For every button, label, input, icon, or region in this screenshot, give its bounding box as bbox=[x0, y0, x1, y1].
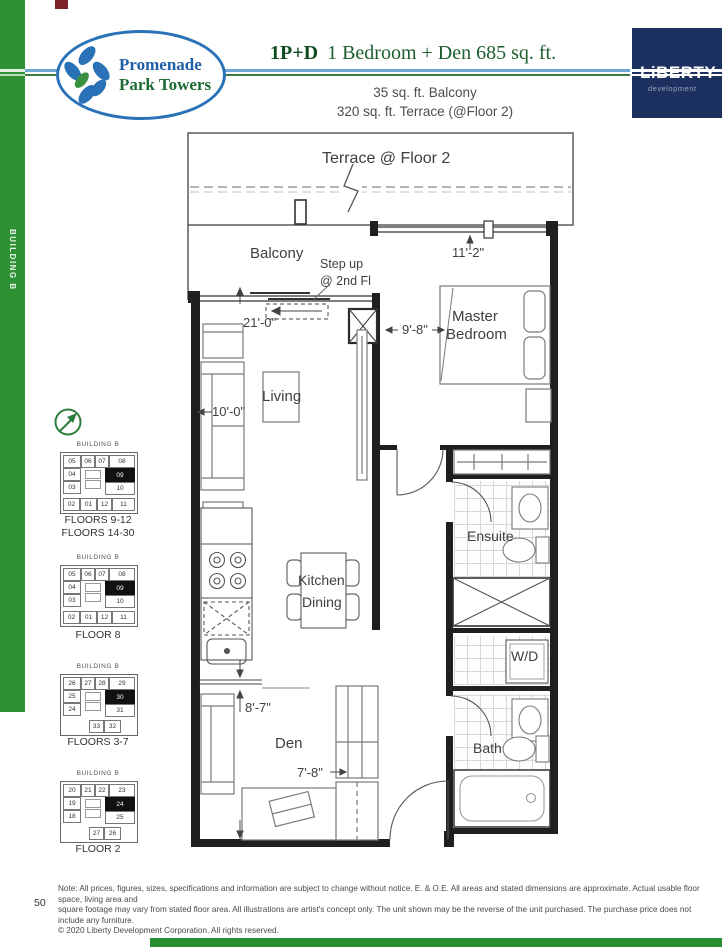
keyplan4-plate bbox=[60, 781, 138, 843]
keyplan-unit: 19 bbox=[63, 797, 81, 810]
logo-line2: Park Towers bbox=[119, 75, 212, 94]
terrace-area-line: 320 sq. ft. Terrace (@Floor 2) bbox=[336, 104, 514, 119]
keyplan-unit: 22 bbox=[95, 784, 109, 797]
disclaimer-line2: square footage may vary from stated floor area. All illustrations are artist's concept only. The unit shown may be the reverse of the unit purchased. The purchase price does not include any furniture. bbox=[58, 905, 692, 925]
keyplan4-building-label: BUILDING B bbox=[76, 770, 120, 777]
dim-den-width: 8'-7" bbox=[245, 700, 271, 715]
page-number: 50 bbox=[34, 897, 46, 909]
keyplan3-caption: FLOORS 3-7 bbox=[67, 736, 129, 748]
corner-red-mark bbox=[55, 0, 68, 9]
keyplan-unit: 04 bbox=[63, 581, 81, 594]
keyplan-unit: 10 bbox=[105, 595, 135, 608]
keyplan3-building-label: BUILDING B bbox=[76, 663, 120, 670]
header-rule-overlay bbox=[0, 69, 25, 72]
keyplan-unit-highlighted: 30 bbox=[105, 690, 135, 704]
keyplan1-building-label: BUILDING B bbox=[76, 441, 120, 448]
bath-label: Bath bbox=[473, 740, 502, 756]
bottom-green-bar bbox=[150, 938, 722, 947]
keyplan-unit: 18 bbox=[63, 810, 81, 823]
wd-label: W/D bbox=[511, 648, 539, 664]
keyplan-unit: 08 bbox=[109, 455, 135, 468]
keyplan-unit: 25 bbox=[105, 811, 135, 824]
keyplan-unit: 07 bbox=[95, 568, 109, 581]
ensuite-label: Ensuite bbox=[467, 528, 514, 544]
step-up-label-1: Step up bbox=[320, 257, 364, 271]
master-bedroom-label-2: Bedroom bbox=[446, 326, 507, 343]
liberty-logo-text: LiBERTY bbox=[640, 63, 717, 82]
keyplan-unit-highlighted: 09 bbox=[105, 468, 135, 482]
north-arrow-icon bbox=[50, 404, 86, 440]
keyplan-unit: 02 bbox=[63, 498, 80, 511]
keyplan1-caption: FLOORS 9-12 FLOORS 14-30 bbox=[61, 514, 135, 539]
keyplan2-plate bbox=[60, 565, 138, 627]
disclaimer-note bbox=[58, 884, 708, 937]
keyplan-unit: 26 bbox=[104, 827, 121, 840]
keyplan-unit: 01 bbox=[80, 498, 97, 511]
keyplan-unit: 29 bbox=[109, 677, 135, 690]
dim-living-length: 21'-0" bbox=[243, 315, 277, 330]
keyplan-unit: 11 bbox=[112, 498, 135, 511]
keyplan-unit: 24 bbox=[63, 703, 81, 716]
keyplan-unit: 03 bbox=[63, 481, 81, 494]
master-bedroom-label-1: Master bbox=[452, 308, 498, 325]
keyplan-unit: 12 bbox=[97, 611, 112, 624]
keyplan-unit: 07 bbox=[95, 455, 109, 468]
keyplan-unit: 26 bbox=[63, 677, 81, 690]
keyplan-unit: 20 bbox=[63, 784, 81, 797]
keyplan-unit: 03 bbox=[63, 594, 81, 607]
promenade-logo bbox=[56, 30, 226, 120]
sidebar-green-bar bbox=[0, 0, 25, 712]
keyplan-unit: 06 bbox=[81, 455, 95, 468]
dining-label: Dining bbox=[302, 594, 342, 610]
balcony-area-line: 35 sq. ft. Balcony bbox=[373, 85, 477, 100]
keyplan-unit: 32 bbox=[104, 720, 121, 733]
keyplan-unit: 31 bbox=[105, 704, 135, 717]
liberty-logo-subtext: development bbox=[648, 84, 697, 93]
keyplan-unit: 11 bbox=[112, 611, 135, 624]
balcony-label: Balcony bbox=[250, 245, 304, 262]
keyplan-unit: 10 bbox=[105, 482, 135, 495]
den-label: Den bbox=[275, 735, 303, 752]
terrace-label: Terrace @ Floor 2 bbox=[322, 150, 451, 167]
building-b-tab: BUILDING B bbox=[8, 229, 17, 291]
copyright-line: © 2020 Liberty Development Corporation. All rights reserved. bbox=[58, 926, 279, 935]
keyplan-unit-highlighted: 24 bbox=[105, 797, 135, 811]
keyplan2-caption: FLOOR 8 bbox=[75, 629, 121, 641]
keyplan-unit: 06 bbox=[81, 568, 95, 581]
keyplan-unit: 33 bbox=[89, 720, 104, 733]
keyplan-unit: 21 bbox=[81, 784, 95, 797]
dim-master-depth: 9'-8" bbox=[402, 322, 428, 337]
keyplan2-building-label: BUILDING B bbox=[76, 554, 120, 561]
disclaimer-line1: Note: All prices, figures, sizes, specifications and information are subject to change without notice. E. & O.E. All areas and stated dimensions are approximate. Actual usable floor space, living area and bbox=[58, 884, 700, 904]
page-title bbox=[270, 42, 590, 65]
keyplan-unit-highlighted: 09 bbox=[105, 581, 135, 595]
promenade-logo-motif-icon bbox=[59, 44, 115, 106]
keyplan-unit: 01 bbox=[80, 611, 97, 624]
plan-title: 1 Bedroom + Den 685 sq. ft. bbox=[327, 42, 557, 64]
step-up-label-2: @ 2nd Fl bbox=[320, 274, 371, 288]
keyplan-unit: 27 bbox=[81, 677, 95, 690]
keyplan1-plate bbox=[60, 452, 138, 514]
keyplan-unit: 23 bbox=[109, 784, 135, 797]
keyplan-unit: 05 bbox=[63, 568, 81, 581]
keyplan-unit: 02 bbox=[63, 611, 80, 624]
dim-master-width: 11'-2" bbox=[452, 245, 485, 260]
dim-den-length: 7'-8" bbox=[297, 765, 323, 780]
header-rule-overlay bbox=[0, 74, 25, 76]
keyplan-unit: 05 bbox=[63, 455, 81, 468]
keyplan-unit: 04 bbox=[63, 468, 81, 481]
living-label: Living bbox=[262, 388, 302, 405]
dim-living-width: 10'-0" bbox=[212, 404, 246, 419]
plan-subtitles bbox=[280, 83, 570, 121]
keyplan-unit: 12 bbox=[97, 498, 112, 511]
keyplan-unit: 08 bbox=[109, 568, 135, 581]
kitchen-label: Kitchen bbox=[298, 572, 345, 588]
keyplan-unit: 25 bbox=[63, 690, 81, 703]
plan-code: 1P+D bbox=[270, 42, 319, 64]
keyplan-unit: 28 bbox=[95, 677, 109, 690]
keyplan-unit: 27 bbox=[89, 827, 104, 840]
keyplan4-caption: FLOOR 2 bbox=[75, 843, 121, 855]
keyplan3-plate bbox=[60, 674, 138, 736]
logo-line1: Promenade bbox=[119, 55, 202, 74]
